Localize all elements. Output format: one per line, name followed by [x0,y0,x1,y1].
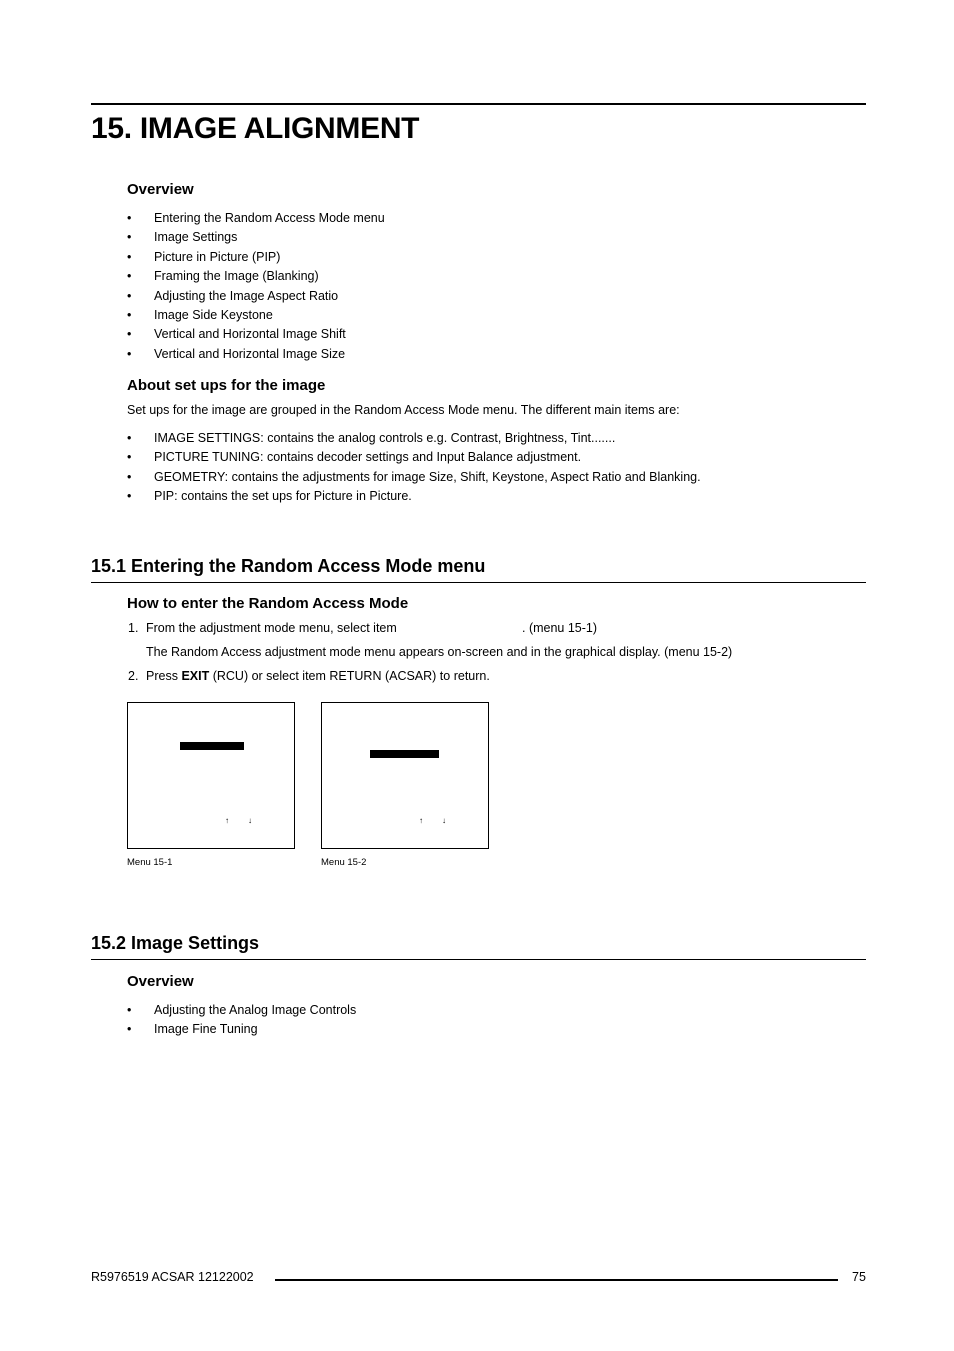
arrow-down-icon: ↓ [248,816,252,825]
menu-15-1-caption: Menu 15-1 [127,857,173,868]
list-item-text: Image Settings [154,230,238,245]
list-item-text: Picture in Picture (PIP) [154,249,281,264]
list-item [127,487,701,506]
bullet: • [127,346,132,361]
menu-15-2-caption: Menu 15-2 [321,857,367,868]
list-item-text: Image Fine Tuning [154,1022,258,1037]
menu-15-1-image [127,702,295,849]
list-item [127,468,701,487]
step-2-text [146,669,490,683]
section-15-2-subheading: Overview [127,973,194,990]
section-15-1-rule [91,582,866,583]
section-15-1-heading: 15.1 Entering the Random Access Mode menu [91,556,486,576]
section-15-1-subheading: How to enter the Random Access Mode [127,595,409,612]
bullet: • [127,431,132,445]
arrow-up-icon: ↑ [419,816,423,825]
bullet: • [127,1022,132,1037]
list-item [127,429,701,448]
setups-list [127,429,701,507]
bullet: • [127,230,132,245]
section-15-2-rule [91,959,866,960]
menu-selection-bar [370,750,439,758]
footer-rule [275,1279,838,1281]
list-item-text: Image Side Keystone [154,307,273,322]
list-item-text: Entering the Random Access Mode menu [154,211,385,225]
overview-heading: Overview [127,181,194,198]
list-item-text: GEOMETRY: contains the adjustments for image Size, Shift, Keystone, Aspect Ratio and Blanking. [154,469,701,484]
list-item-text: Adjusting the Analog Image Controls [154,1003,357,1017]
arrow-up-icon: ↑ [225,816,229,825]
list-item [127,228,385,247]
bullet: • [127,307,132,322]
list-item [127,287,385,306]
bullet: • [127,288,132,303]
bullet: • [127,211,132,225]
list-item-text: IMAGE SETTINGS: contains the analog controls e.g. Contrast, Brightness, Tint....... [154,431,616,445]
step-1-suffix: . (menu 15-1) [522,621,598,635]
arrow-down-icon: ↓ [442,816,446,825]
step-1-text: From the adjustment mode menu, select item [146,621,397,635]
chapter-top-rule [91,103,866,105]
list-item [127,209,385,228]
menu-15-2-image [321,702,489,849]
list-item [127,248,385,267]
bullet: • [127,1003,132,1017]
footer-page-number: 75 [852,1270,866,1284]
bullet: • [127,327,132,342]
step-2-rest: (RCU) or select item RETURN (ACSAR) to return. [209,669,490,683]
bullet: • [127,450,132,465]
list-item-text: Framing the Image (Blanking) [154,269,319,284]
step-2-prefix: Press [146,669,182,683]
list-item [127,345,385,364]
bullet: • [127,249,132,264]
list-item [127,267,385,286]
list-item [127,1001,356,1020]
section-15-2-heading: 15.2 Image Settings [91,933,260,953]
bullet: • [127,269,132,284]
list-item-text: Vertical and Horizontal Image Shift [154,327,346,342]
step-1-number: 1. [128,621,139,635]
setups-heading: About set ups for the image [127,377,326,394]
list-item [127,325,385,344]
list-item [127,306,385,325]
bullet: • [127,489,132,504]
exit-key-label: EXIT [181,669,210,683]
step-1-note: The Random Access adjustment mode menu appears on-screen and in the graphical display. (menu 15-2) [146,645,733,659]
menu-selection-bar [180,742,244,750]
footer-doc-ref: R5976519 ACSAR 12122002 [91,1270,254,1284]
list-item-text: PIP: contains the set ups for Picture in Picture. [154,489,412,504]
list-item-text: Adjusting the Image Aspect Ratio [154,288,339,303]
step-2-number: 2. [128,669,139,683]
chapter-title: 15. IMAGE ALIGNMENT [91,112,420,145]
overview-list [127,209,385,364]
list-item [127,1020,356,1039]
list-item-text: PICTURE TUNING: contains decoder settings and Input Balance adjustment. [154,450,582,465]
bullet: • [127,469,132,484]
list-item [127,448,701,467]
section-15-2-list [127,1001,356,1040]
list-item-text: Vertical and Horizontal Image Size [154,346,346,361]
setups-intro: Set ups for the image are grouped in the Random Access Mode menu. The different main items are: [127,403,680,417]
